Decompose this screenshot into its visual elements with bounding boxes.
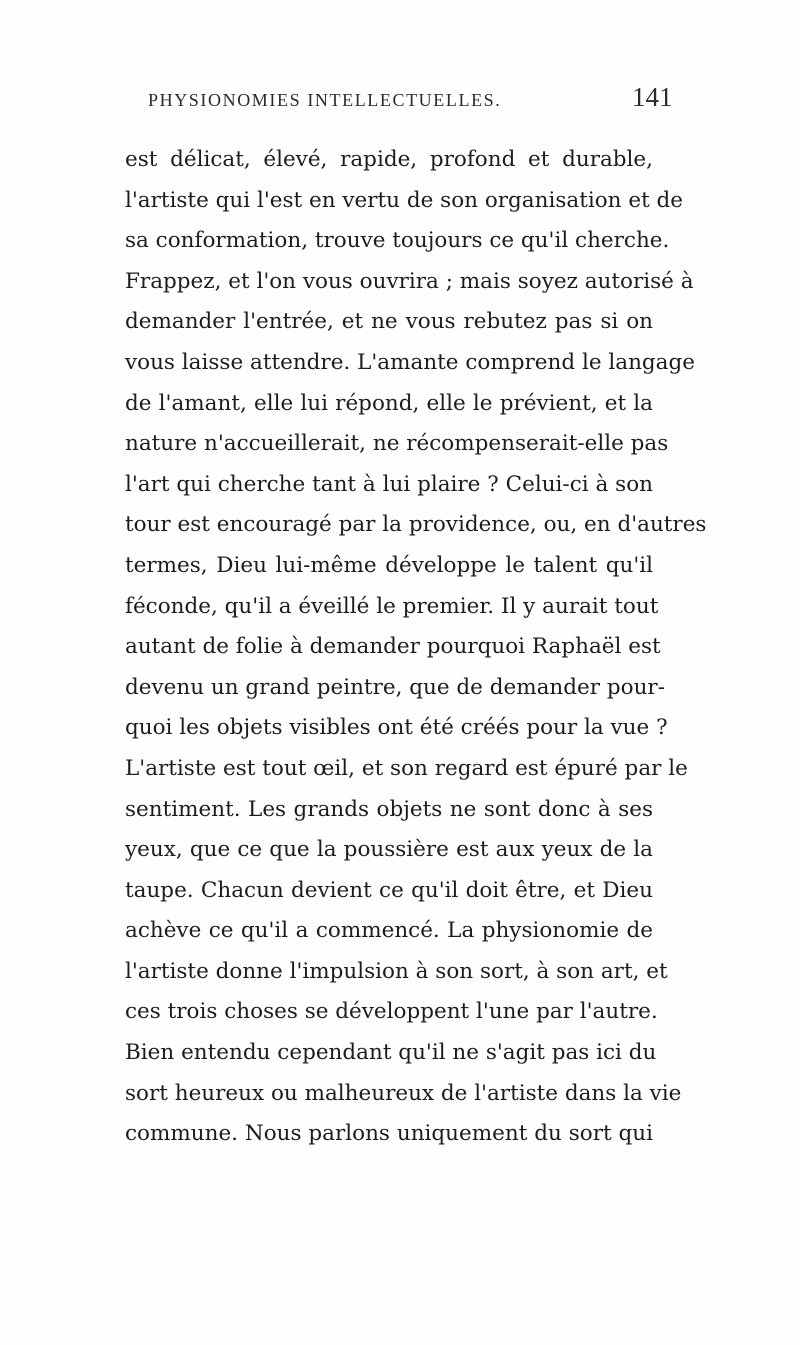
text-line: sa conformation, trouve toujours ce qu'il cherche. <box>125 228 670 254</box>
text-line: taupe. Chacun devient ce qu'il doit être, et Dieu <box>125 877 653 903</box>
text-line: demander l'entrée, et ne vous rebutez pas si on <box>125 309 653 335</box>
text-line: sentiment. Les grands objets ne sont donc à ses <box>125 796 653 822</box>
text-line: autant de folie à demander pourquoi Raphaël est <box>125 634 661 660</box>
text-line: est délicat, élevé, rapide, profond et durable, <box>125 147 653 172</box>
text-line: quoi les objets visibles ont été créés pour la vue ? <box>125 715 668 741</box>
text-line: féconde, qu'il a éveillé le premier. Il y aurait tout <box>125 593 659 619</box>
body-text <box>125 140 707 1155</box>
text-line: sort heureux ou malheureux de l'artiste dans la vie <box>125 1080 682 1106</box>
text-line: ces trois choses se développent l'une par l'autre. <box>125 999 658 1025</box>
text-line: l'artiste donne l'impulsion à son sort, à son art, et <box>125 958 668 984</box>
text-line: yeux, que ce que la poussière est aux yeux de la <box>125 837 653 863</box>
text-line: l'artiste qui l'est en vertu de son organisation et de <box>125 187 684 213</box>
text-line: Frappez, et l'on vous ouvrira ; mais soyez autorisé à <box>125 268 694 294</box>
text-line: l'art qui cherche tant à lui plaire ? Celui-ci à son <box>125 471 653 497</box>
text-line: achève ce qu'il a commencé. La physionomie de <box>125 918 653 944</box>
text-line: termes, Dieu lui-même développe le talent qu'il <box>125 552 653 578</box>
page-number: 141 <box>632 82 673 112</box>
text-line: vous laisse attendre. L'amante comprend le langage <box>125 349 695 375</box>
running-title: PHYSIONOMIES INTELLECTUELLES. <box>148 90 502 110</box>
text-line: L'artiste est tout œil, et son regard est épuré par le <box>125 755 688 781</box>
text-line: devenu un grand peintre, que de demander pour- <box>125 674 665 700</box>
text-line: Bien entendu cependant qu'il ne s'agit pas ici du <box>125 1040 657 1066</box>
running-head <box>0 82 800 122</box>
text-line: nature n'accueillerait, ne récompenserait-elle pas <box>125 431 669 457</box>
text-line: tour est encouragé par la providence, ou, en d'autres <box>125 512 707 538</box>
text-line: de l'amant, elle lui répond, elle le prévient, et la <box>125 390 653 416</box>
text-line: commune. Nous parlons uniquement du sort qui <box>125 1121 653 1147</box>
